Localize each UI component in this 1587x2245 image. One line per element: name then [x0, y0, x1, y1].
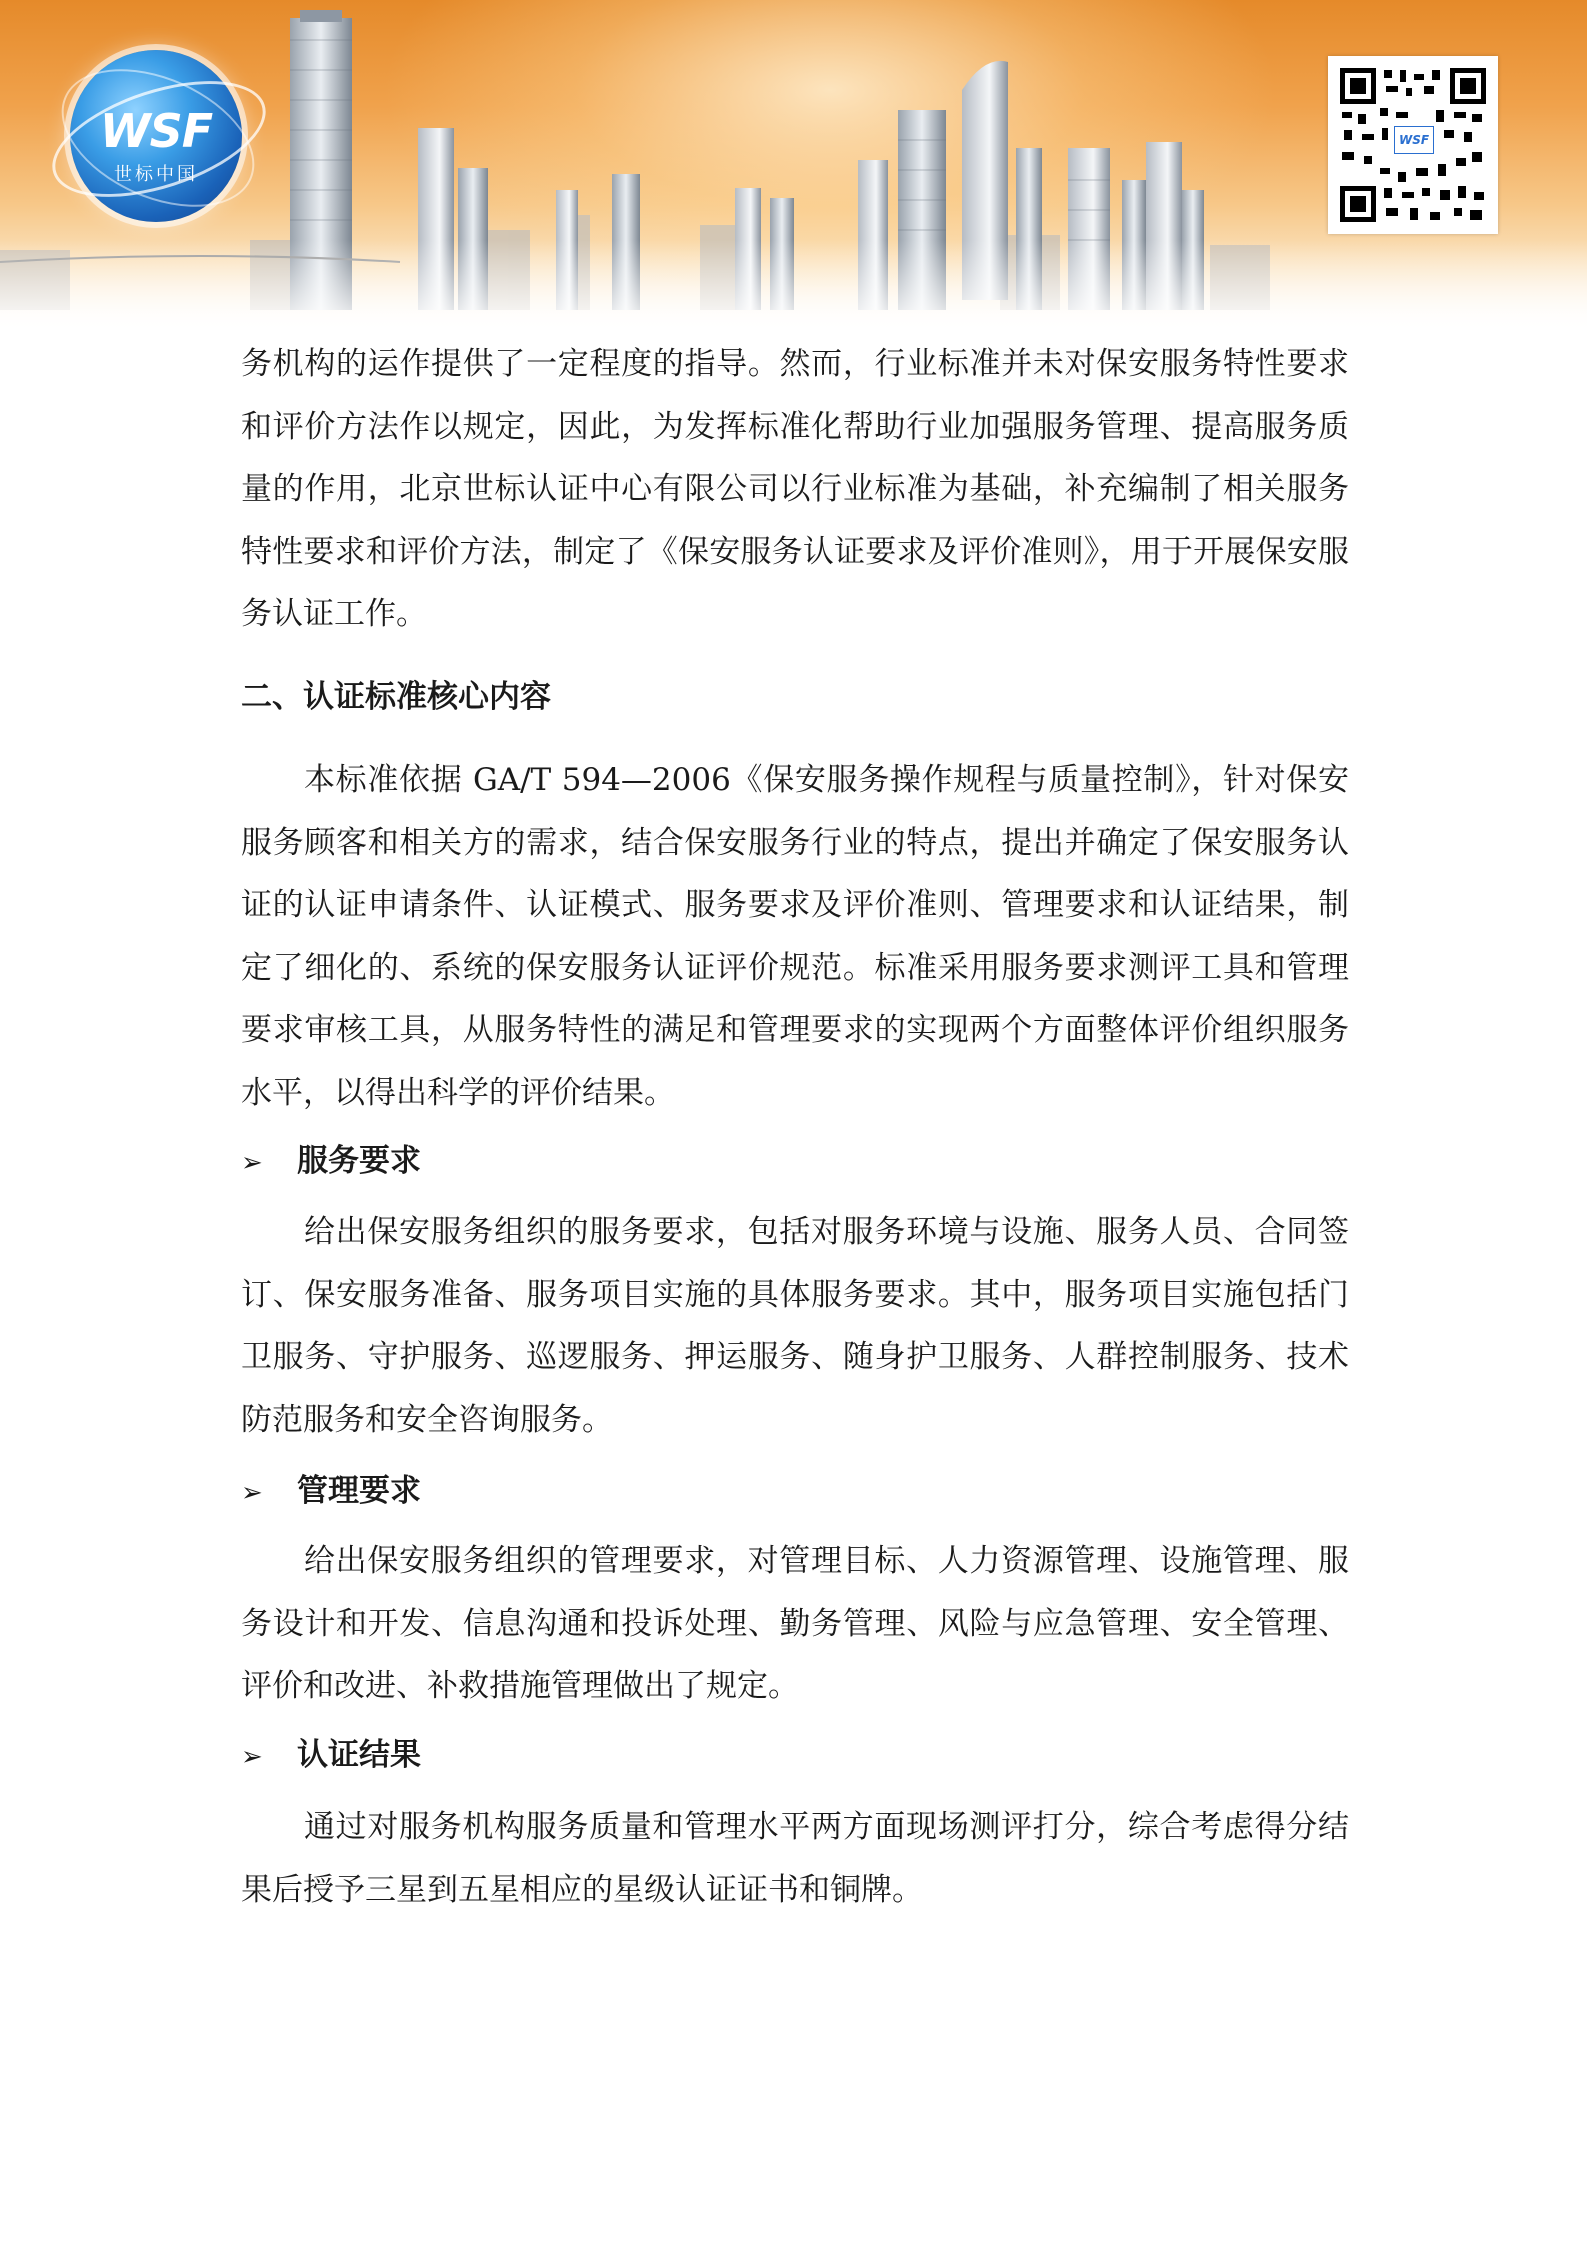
paragraph-intro: 务机构的运作提供了一定程度的指导。然而，行业标准并未对保安服务特性要求和评价方法作以规定，因此，为发挥标准化帮助行业加强服务管理、提高服务质量的作用，北京世标认证中心有限公司以行业标准为基础，补充编制了相关服务特性要求和评价方法，制定了《保安服务认证要求及评价准则》，用于开展保安服务认证工作。	[241, 346, 1349, 632]
paragraph-management-requirements: 给出保安服务组织的管理要求，对管理目标、人力资源管理、设施管理、服务设计和开发、信息沟通和投诉处理、勤务管理、风险与应急管理、安全管理、评价和改进、补救措施管理做出了规定。	[241, 1543, 1349, 1704]
paragraph-certification-result: 通过对服务机构服务质量和管理水平两方面现场测评打分，综合考虑得分结果后授予三星到五星相应的星级认证证书和铜牌。	[241, 1809, 1349, 1908]
paragraph-service-requirements: 给出保安服务组织的服务要求，包括对服务环境与设施、服务人员、合同签订、保安服务准备、服务项目实施的具体服务要求。其中，服务项目实施包括门卫服务、守护服务、巡逻服务、押运服务、随身护卫服务、人群控制服务、技术防范服务和安全咨询服务。	[241, 1214, 1349, 1438]
arrow-bullet-icon: ➢	[241, 1742, 263, 1772]
bullet-title: 服务要求	[297, 1143, 421, 1179]
logo-subtext: 世标中国	[114, 164, 198, 185]
arrow-bullet-icon: ➢	[241, 1148, 263, 1178]
section-heading: 二、认证标准核心内容	[241, 679, 551, 715]
bullet-title: 认证结果	[297, 1737, 421, 1773]
arrow-bullet-icon: ➢	[241, 1478, 263, 1508]
bullet-heading-management	[241, 1460, 1349, 1525]
bullet-heading-result	[241, 1724, 1349, 1789]
bullet-heading-service	[241, 1130, 1349, 1195]
paragraph-core-content: 本标准依据 GA/T 594—2006《保安服务操作规程与质量控制》，针对保安服务顾客和相关方的需求，结合保安服务行业的特点，提出并确定了保安服务认证的认证申请条件、认证模式、服务要求及评价准则、管理要求和认证结果，制定了细化的、系统的保安服务认证评价规范。标准采用服务要求测评工具和管理要求审核工具，从服务特性的满足和管理要求的实现两个方面整体评价组织服务水平，以得出科学的评价结果。	[241, 762, 1349, 1111]
logo-text: WSF	[99, 104, 213, 158]
bullet-title: 管理要求	[297, 1473, 421, 1509]
qr-center-logo: WSF	[1394, 126, 1434, 154]
